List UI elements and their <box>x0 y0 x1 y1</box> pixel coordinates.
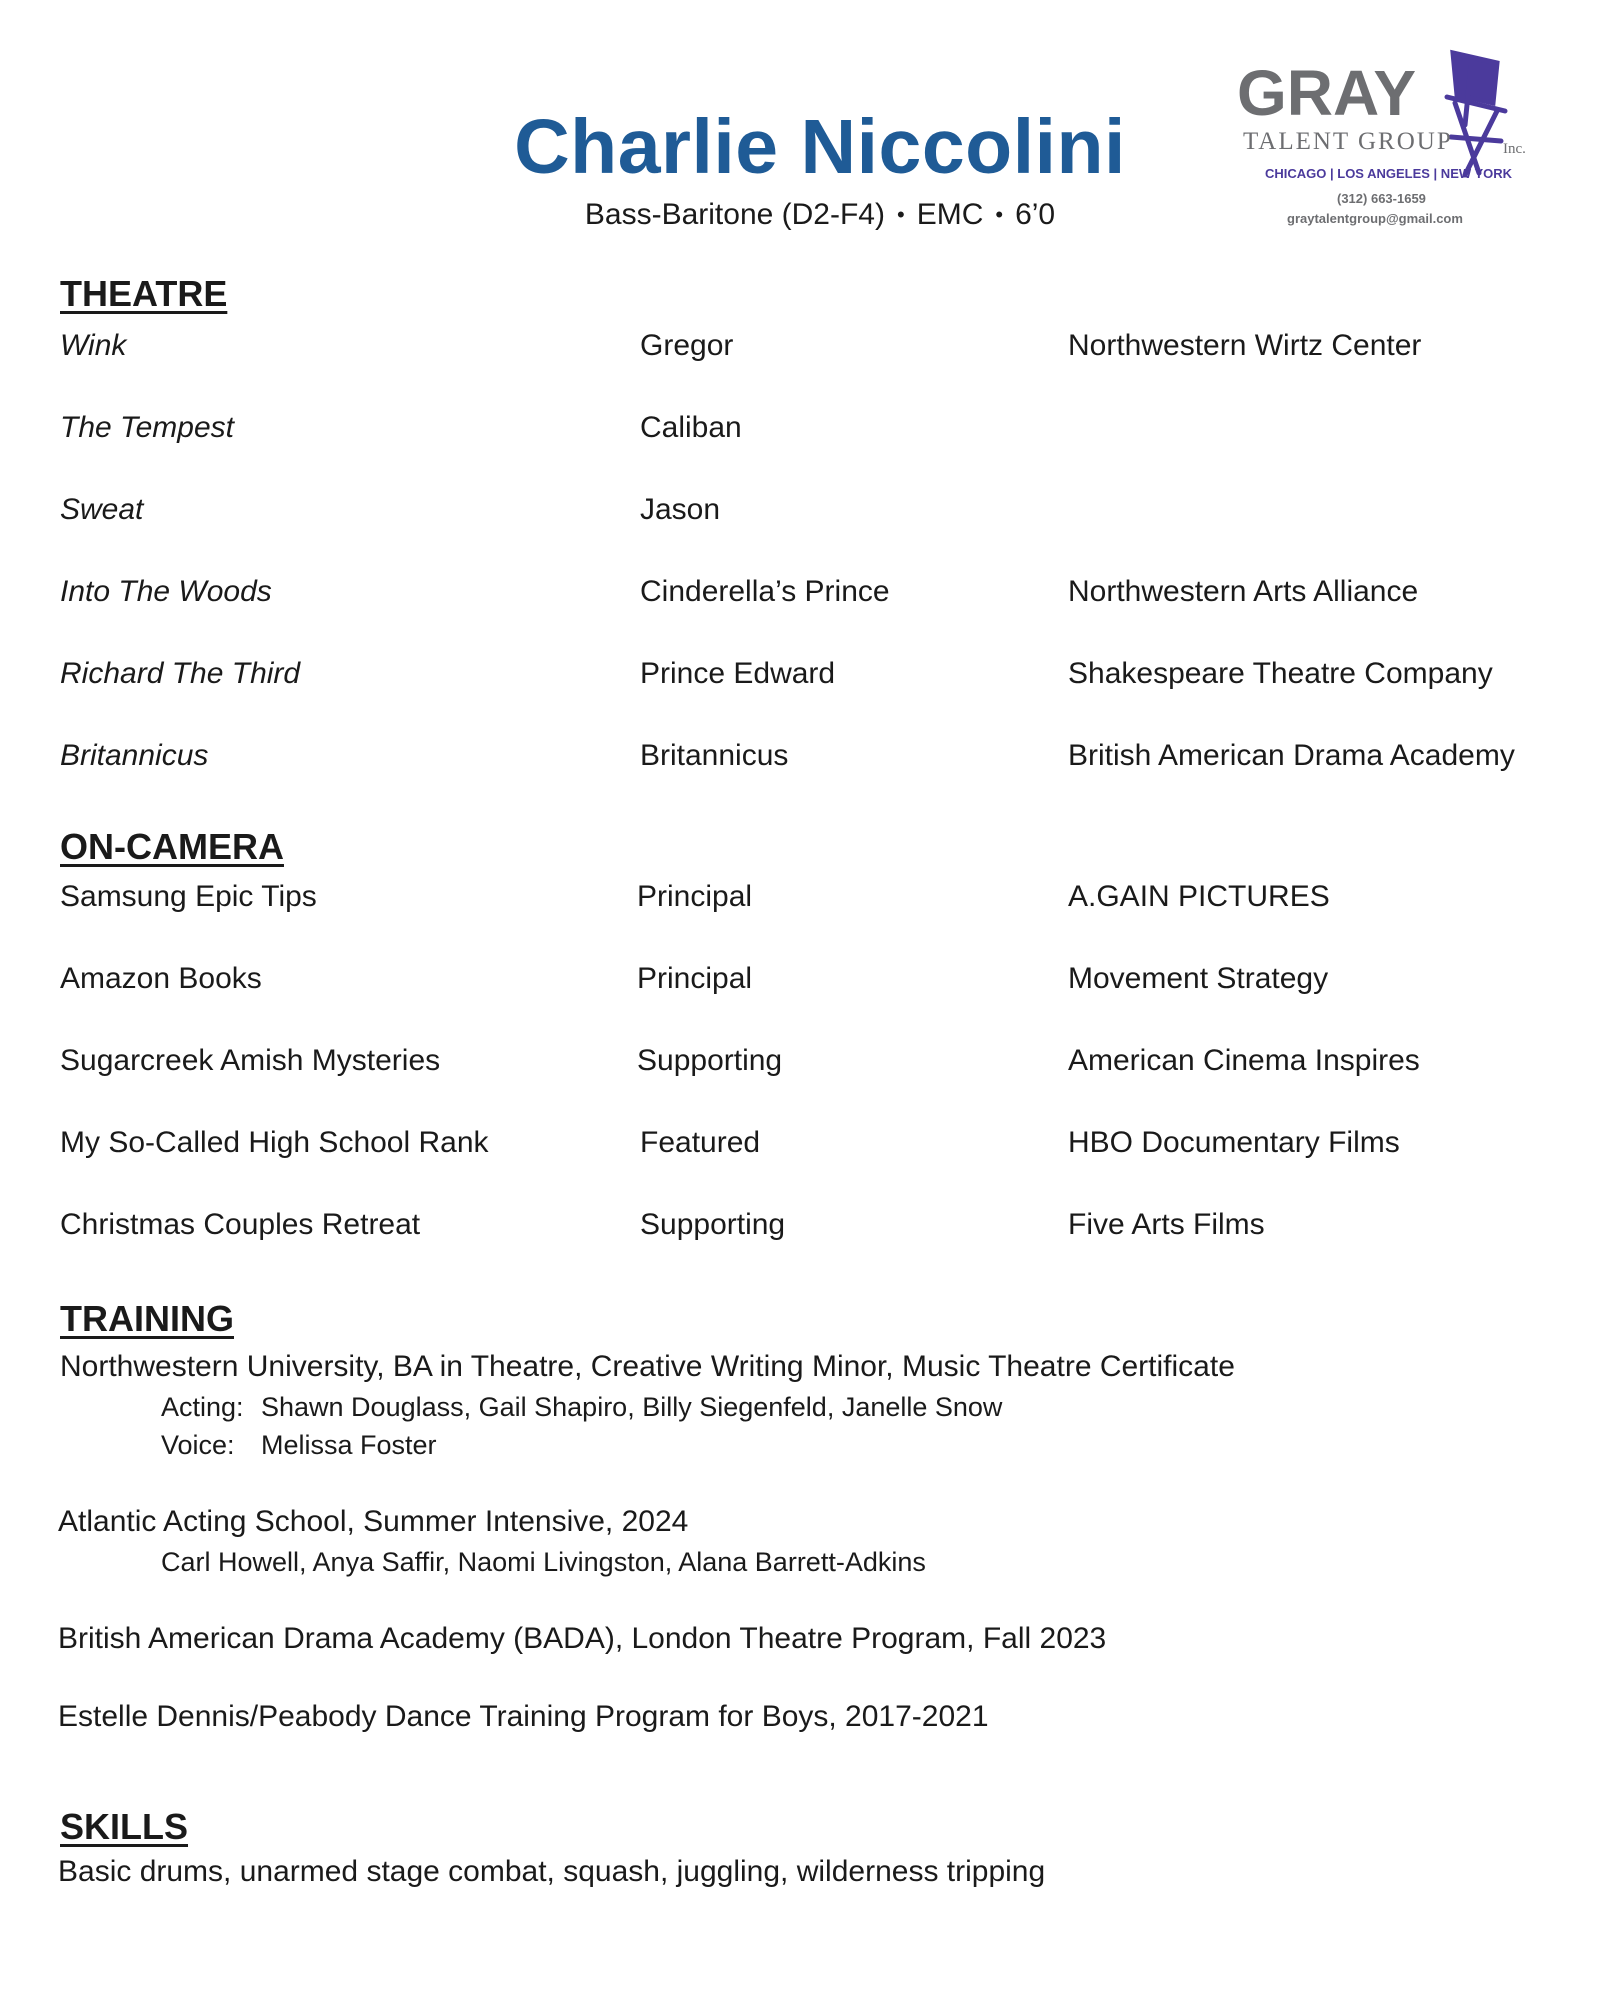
theatre-row <box>0 575 1600 615</box>
show-title: Britannicus <box>60 739 209 772</box>
theatre-row <box>0 739 1600 779</box>
show-title: Richard The Third <box>60 657 301 690</box>
agency-name-sub: TALENT GROUP <box>1243 128 1453 155</box>
show-title: Into The Woods <box>60 575 272 608</box>
show-title: Wink <box>60 329 127 362</box>
show-title: The Tempest <box>60 411 234 444</box>
role: Cinderella’s Prince <box>640 575 890 608</box>
theatre-heading: THEATRE <box>60 273 228 314</box>
venue: Northwestern Arts Alliance <box>1068 575 1419 608</box>
on-camera-row <box>0 1208 1600 1248</box>
training-peabody: Estelle Dennis/Peabody Dance Training Program for Boys, 2017-2021 <box>58 1700 989 1733</box>
venue: Shakespeare Theatre Company <box>1068 657 1493 690</box>
on-camera-row <box>0 1044 1600 1084</box>
voice-type: Bass-Baritone (D2-F4) <box>584 198 885 231</box>
company: A.GAIN PICTURES <box>1068 880 1330 913</box>
skills-heading: SKILLS <box>60 1806 189 1847</box>
role: Britannicus <box>640 739 789 772</box>
venue: British American Drama Academy <box>1068 739 1515 772</box>
company: Movement Strategy <box>1068 962 1329 995</box>
director-chair-icon <box>1447 53 1505 175</box>
role: Principal <box>637 880 753 913</box>
voice-teachers: Melissa Foster <box>261 1430 437 1460</box>
project-title: My So-Called High School Rank <box>60 1126 489 1159</box>
agency-email: graytalentgroup@gmail.com <box>1287 211 1463 226</box>
theatre-row <box>0 411 1600 451</box>
acting-teachers: Shawn Douglass, Gail Shapiro, Billy Siegenfeld, Janelle Snow <box>261 1392 1003 1422</box>
training-voice <box>161 1430 437 1461</box>
agency-phone: (312) 663-1659 <box>1337 191 1426 206</box>
theatre-row <box>0 329 1600 369</box>
skills-text: Basic drums, unarmed stage combat, squash, juggling, wilderness tripping <box>58 1855 1046 1888</box>
agency-logo <box>1235 45 1555 235</box>
theatre-row <box>0 657 1600 697</box>
training-atlantic-teachers: Carl Howell, Anya Saffir, Naomi Livingston, Alana Barrett-Adkins <box>161 1547 926 1577</box>
role: Jason <box>640 493 721 526</box>
company: Five Arts Films <box>1068 1208 1265 1241</box>
project-title: Christmas Couples Retreat <box>60 1208 421 1241</box>
agency-cities: CHICAGO | LOS ANGELES | NEW YORK <box>1265 166 1513 181</box>
role: Prince Edward <box>640 657 836 690</box>
actor-name: Charlie Niccolini <box>514 104 1126 190</box>
training-heading: TRAINING <box>60 1298 234 1339</box>
venue: Northwestern Wirtz Center <box>1068 329 1422 362</box>
union-status: EMC <box>916 198 984 231</box>
training-atlantic: Atlantic Acting School, Summer Intensive, 2024 <box>58 1505 689 1538</box>
project-title: Sugarcreek Amish Mysteries <box>60 1044 441 1077</box>
role: Supporting <box>640 1208 786 1241</box>
project-title: Amazon Books <box>60 962 262 995</box>
agency-suffix: Inc. <box>1503 141 1526 157</box>
show-title: Sweat <box>60 493 144 526</box>
role: Gregor <box>640 329 734 362</box>
role: Supporting <box>637 1044 783 1077</box>
training-northwestern: Northwestern University, BA in Theatre, Creative Writing Minor, Music Theatre Certificate <box>60 1350 1235 1383</box>
on-camera-row <box>0 1126 1600 1166</box>
on-camera-row <box>0 962 1600 1002</box>
voice-label: Voice: <box>161 1430 235 1460</box>
theatre-row <box>0 493 1600 533</box>
company: HBO Documentary Films <box>1068 1126 1400 1159</box>
on-camera-row <box>0 880 1600 920</box>
company: American Cinema Inspires <box>1068 1044 1420 1077</box>
training-acting <box>161 1392 1002 1423</box>
training-bada: British American Drama Academy (BADA), London Theatre Program, Fall 2023 <box>58 1622 1107 1655</box>
actor-height: 6’0 <box>1015 198 1056 231</box>
acting-label: Acting: <box>161 1392 244 1422</box>
on-camera-heading: ON-CAMERA <box>60 826 284 867</box>
agency-name-big: GRAY <box>1237 57 1417 129</box>
separator-dot: • <box>896 202 905 227</box>
role: Principal <box>637 962 753 995</box>
role: Featured <box>640 1126 761 1159</box>
project-title: Samsung Epic Tips <box>60 880 317 913</box>
separator-dot: • <box>995 202 1004 227</box>
role: Caliban <box>640 411 742 444</box>
